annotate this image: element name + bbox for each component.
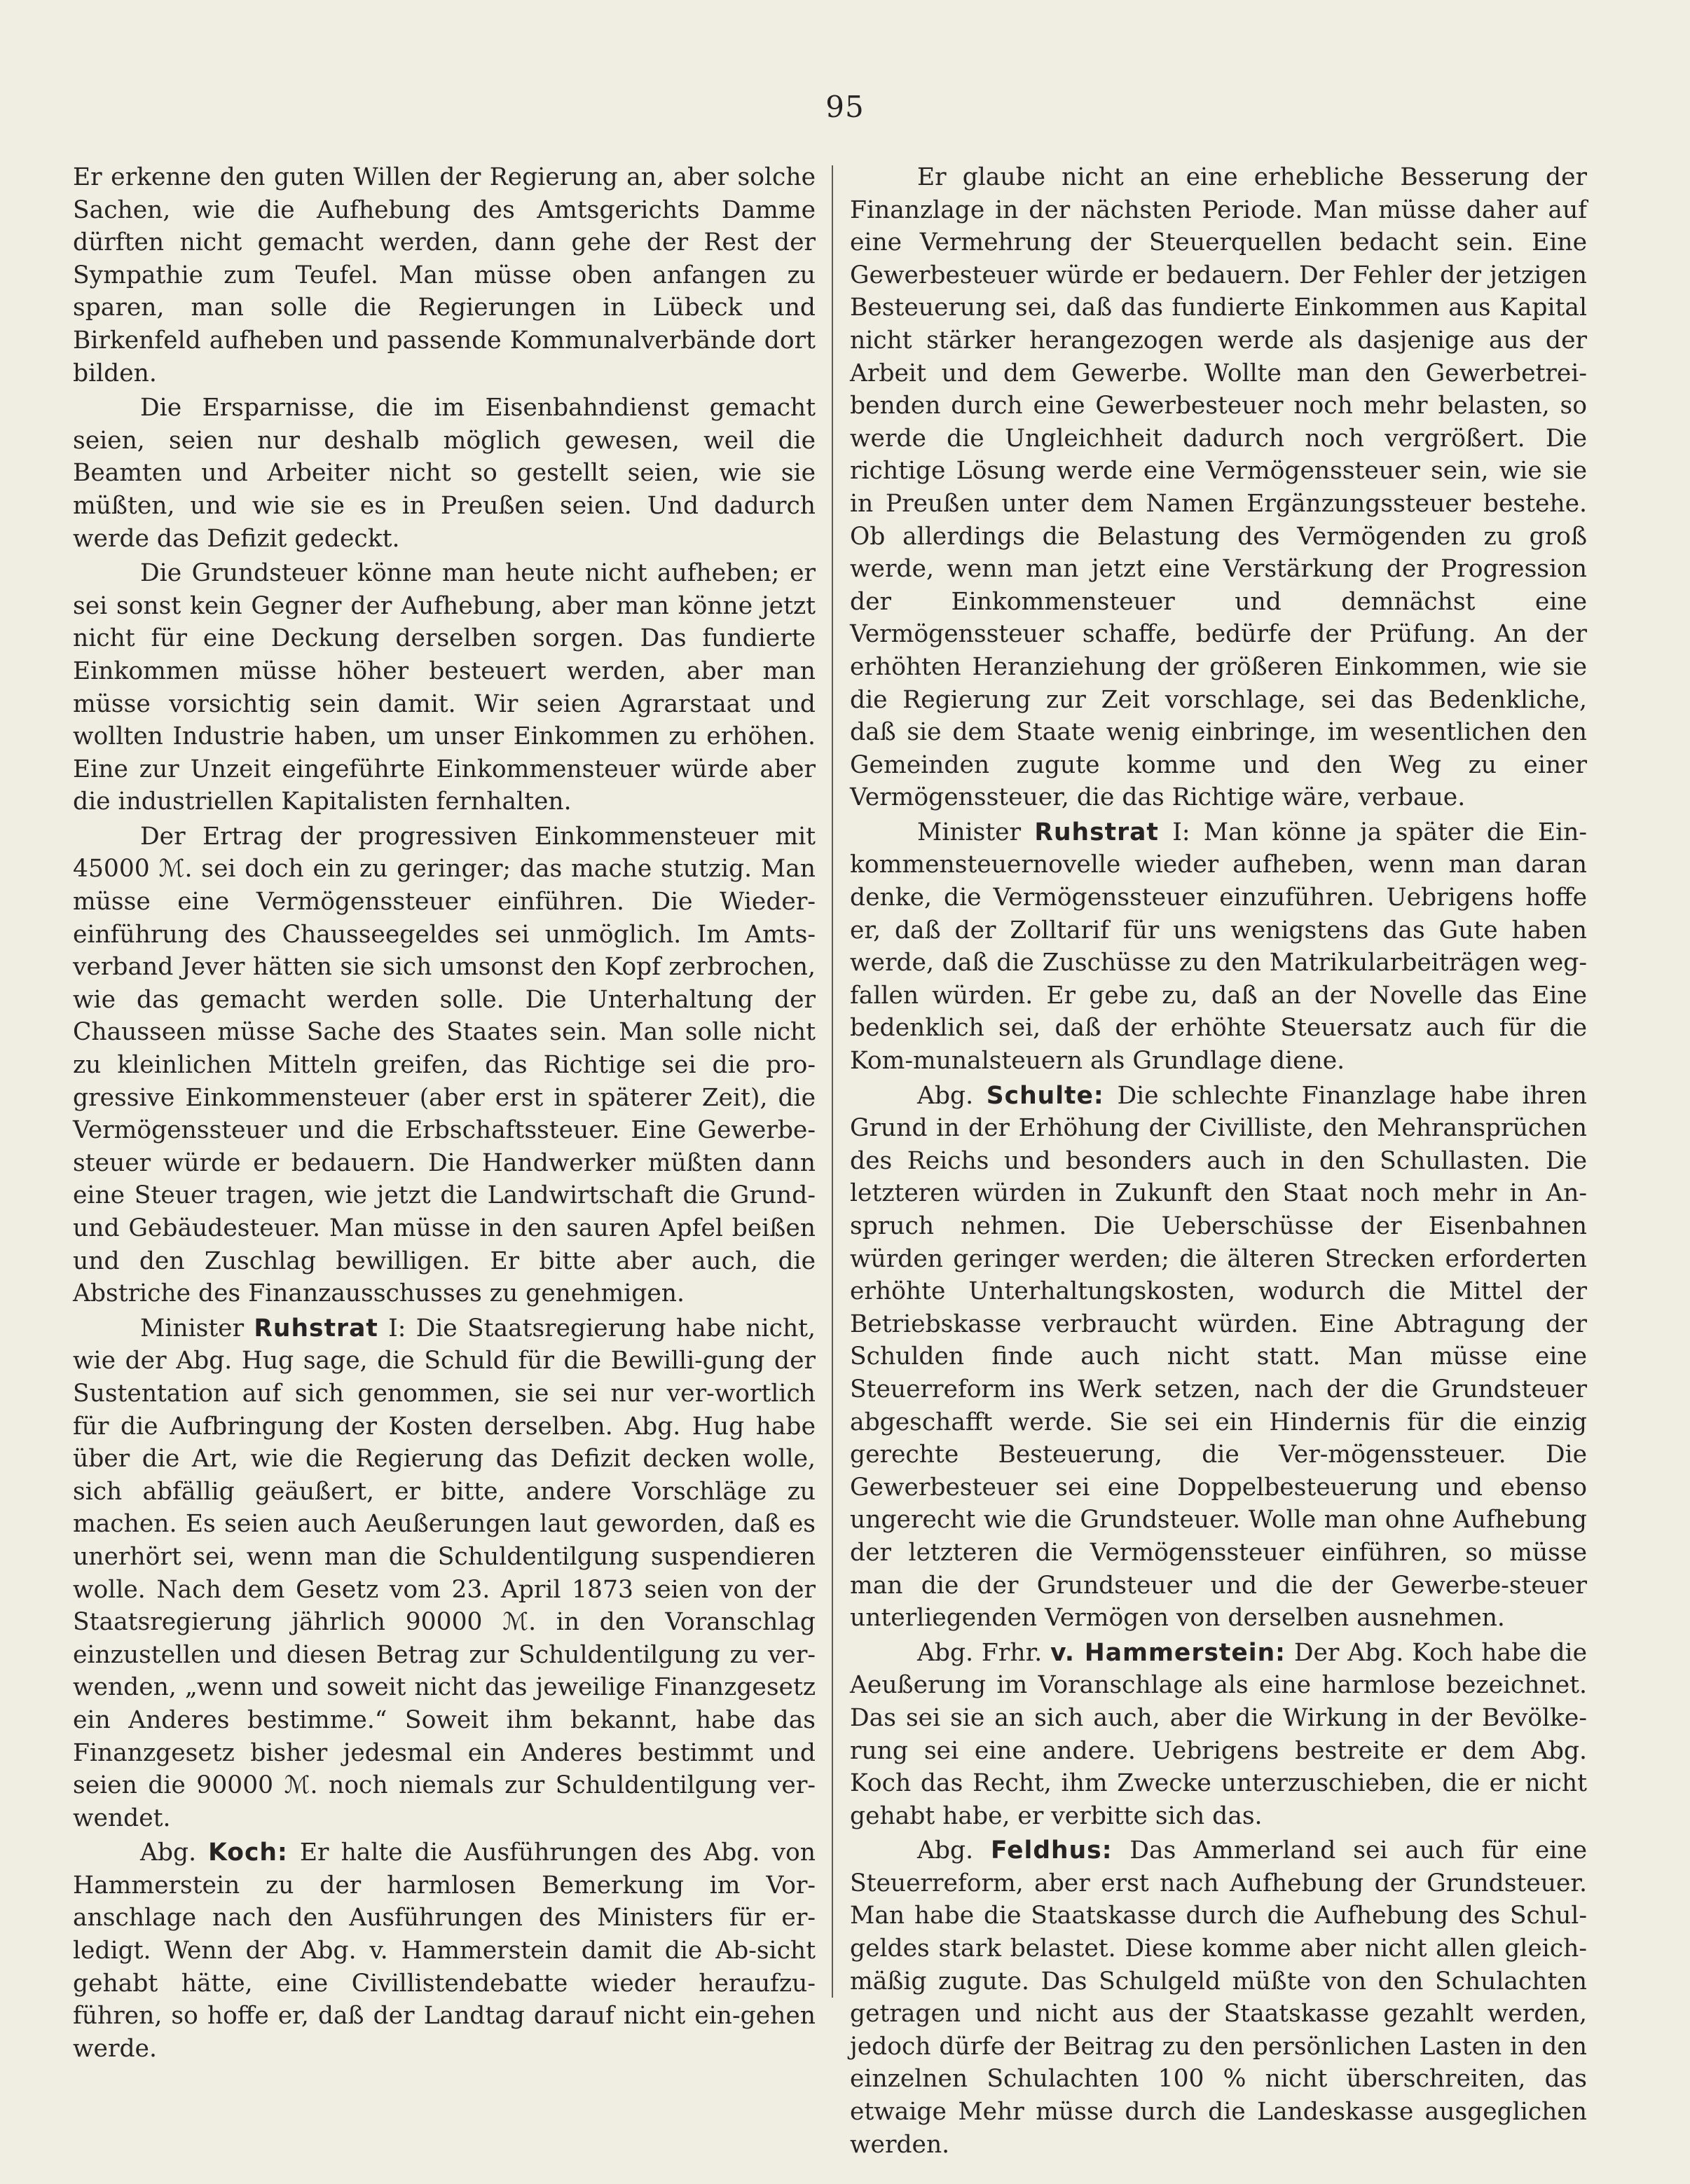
paragraph <box>850 1834 1587 2161</box>
paragraph: Der Ertrag der progressiven Einkommensteuer mit 45000 ℳ. sei doch ein zu geringer; das mache stutzig. Man müsse eine Vermögenssteuer einführen. Die Wieder-einführung des Chausseegeldes sei unmöglich. Im Amts-verband Jever hätten sie sich umsonst den Kopf zerbrochen, wie das gemacht werden solle. Die Unterhaltung der Chausseen müsse Sache des Staates sein. Man solle nicht zu kleinlichen Mitteln greifen, das Richtige sei die pro-gressive Einkommensteuer (aber erst in späterer Zeit), die Vermögenssteuer und die Erbschaftssteuer. Eine Gewerbe-steuer würde er bedauern. Die Handwerker müßten dann eine Steuer tragen, wie jetzt die Landwirtschaft die Grund- und Gebäudesteuer. Man müsse in den sauren Apfel beißen und den Zuschlag bewilligen. Er bitte aber auch, die Abstriche des Finanzausschusses zu genehmigen. <box>73 822 816 1308</box>
paragraph-text: Er halte die Ausführungen des Abg. von Hammerstein zu der harmlosen Bemerkung im Vor-anschlage nach den Ausführungen des Ministers für er-ledigt. Wenn der Abg. v. Hammerstein damit die Ab-sicht gehabt hätte, eine Civillistendebatte wieder heraufzu-führen, so hoffe er, daß der Landtag darauf nicht ein-gehen werde. <box>73 1839 816 2063</box>
speaker-name: Koch: <box>208 1839 288 1867</box>
paragraph <box>73 1836 816 2065</box>
paragraph-text: I: Man könne ja später die Ein-kommensteuernovelle wieder aufheben, wenn man daran denke, die Vermögenssteuer einzuführen. Uebrigens hoffe er, daß der Zolltarif für uns wenigstens das Gute haben werde, daß die Zuschüsse zu den Matrikularbeiträgen weg-fallen würden. Er gebe zu, daß an der Novelle das Eine bedenklich sei, daß der erhöhte Steuersatz auch für die Kom-munalsteuern als Grundlage diene. <box>850 818 1587 1076</box>
paragraph <box>850 816 1587 1078</box>
speaker-prefix: Abg. <box>140 1839 209 1867</box>
speaker-prefix: Abg. Frhr. <box>917 1638 1051 1667</box>
paragraph: Die Grundsteuer könne man heute nicht aufheben; er sei sonst kein Gegner der Aufhebung, aber man könne jetzt nicht für eine Deckung derselben sorgen. Das fundierte Einkommen müsse höher besteuert werden, aber man müsse vorsichtig sein damit. Wir seien Agrarstaat und wollten Industrie haben, um unser Einkommen zu erhöhen. Eine zur Unzeit eingeführte Einkommensteuer würde aber die industriellen Kapitalisten fernhalten. <box>73 559 816 816</box>
speaker-name: Ruhstrat <box>1034 818 1159 846</box>
speaker-name: Schulte: <box>986 1081 1104 1110</box>
speaker-prefix: Abg. <box>917 1081 987 1110</box>
speaker-prefix: Abg. <box>917 1836 991 1865</box>
paragraph-text: Die schlechte Finanzlage habe ihren Grund in der Erhöhung der Civilliste, den Mehransprüchen des Reichs und besonders auch in den Schullasten. Die letzteren würden in Zukunft den Staat noch mehr in An-spruch nehmen. Die Ueberschüsse der Eisenbahnen würden geringer werden; die älteren Strecken erforderten erhöhte Unterhaltungskosten, wodurch die Mittel der Betriebskasse verbraucht würden. Eine Abtragung der Schulden finde auch nicht statt. Man müsse eine Steuerreform ins Werk setzen, nach der die Grundsteuer abgeschafft werde. Sie sei ein Hindernis für die einzig gerechte Besteuerung, die Ver-mögenssteuer. Die Gewerbesteuer sei eine Doppelbesteuerung und ebenso ungerecht wie die Grundsteuer. Wolle man ohne Aufhebung der letzteren die Vermögenssteuer einführen, so müsse man die der Grundsteuer und die der Gewerbe-steuer unterliegenden Vermögen von derselben ausnehmen. <box>850 1081 1587 1633</box>
paragraph <box>850 1637 1587 1833</box>
paragraph-text: Der Abg. Koch habe die Aeußerung im Voranschlage als eine harmlose bezeichnet. Das sei sie an sich auch, aber die Wirkung in der Bevölke-rung sei eine andere. Uebrigens bestreite er dem Abg. Koch das Recht, ihm Zwecke unterzuschieben, die er nicht gehabt habe, er verbitte sich das. <box>850 1638 1587 1830</box>
paragraph-text: I: Die Staatsregierung habe nicht, wie der Abg. Hug sage, die Schuld für die Bewilli-gung der Sustentation auf sich genommen, sie sei nur ver-wortlich für die Aufbringung der Kosten derselben. Abg. Hug habe über die Art, wie die Regierung das Defizit decken wolle, sich abfällig geäußert, er bitte, andere Vorschläge zu machen. Es seien auch Aeußerungen laut geworden, daß es unerhört sei, wenn man die Schuldentilgung suspendieren wolle. Nach dem Gesetz vom 23. April 1873 seien von der Staatsregierung jährlich 90000 ℳ. in den Voranschlag einzustellen und diesen Betrag zur Schuldentilgung zu ver-wenden, „wenn und soweit nicht das jeweilige Finanzgesetz ein Anderes bestimme.“ Soweit ihm bekannt, habe das Finanzgesetz bisher jedesmal ein Anderes bestimmt und seien die 90000 ℳ. noch niemals zur Schuldentilgung ver-wendet. <box>73 1314 816 1832</box>
paragraph: Er erkenne den guten Willen der Regierung an, aber solche Sachen, wie die Aufhebung des Amtsgerichts Damme dürften nicht gemacht werden, dann gehe der Rest der Sympathie zum Teufel. Man müsse oben anfangen zu sparen, man solle die Regierungen in Lübeck und Birkenfeld aufheben und passende Kommunalverbände dort bilden. <box>73 163 816 387</box>
speaker-prefix: Minister <box>140 1314 254 1342</box>
column-divider <box>832 165 833 1998</box>
page-number: 95 <box>825 90 865 124</box>
speaker-prefix: Minister <box>917 818 1035 846</box>
speaker-name: v. Hammerstein: <box>1050 1638 1286 1667</box>
paragraph-text: Das Ammerland sei auch für eine Steuerreform, aber erst nach Aufhebung der Grundsteuer. Man habe die Staatskasse durch die Aufhebung des Schul-geldes stark belastet. Diese komme aber nicht allen gleich-mäßig zugute. Das Schulgeld müßte von den Schulachten getragen und nicht aus der Staatskasse gezahlt werden, jedoch dürfe der Beitrag zu den persönlichen Lasten in den einzelnen Schulachten 100 % nicht überschreiten, das etwaige Mehr müsse durch die Landeskasse ausgeglichen werden. <box>850 1836 1587 2159</box>
speaker-name: Ruhstrat <box>254 1314 378 1342</box>
right-column <box>850 161 1587 2163</box>
paragraph: Er glaube nicht an eine erhebliche Besserung der Finanzlage in der nächsten Periode. Man müsse daher auf eine Vermehrung der Steuerquellen bedacht sein. Eine Gewerbesteuer würde er bedauern. Der Fehler der jetzigen Besteuerung sei, daß das fundierte Einkommen aus Kapital nicht stärker herangezogen werde als dasjenige aus der Arbeit und dem Gewerbe. Wollte man den Gewerbetrei-benden durch eine Gewerbesteuer noch mehr belasten, so werde die Ungleichheit dadurch noch vergrößert. Die richtige Lösung werde eine Vermögenssteuer sein, wie sie in Preußen unter dem Namen Ergänzungssteuer bestehe. Ob allerdings die Belastung des Vermögenden zu groß werde, wenn man jetzt eine Verstärkung der Progression der Einkommensteuer und demnächst eine Vermögenssteuer schaffe, bedürfe der Prüfung. An der erhöhten Heranziehung der größeren Einkommen, wie sie die Regierung zur Zeit vorschlage, sei das Bedenkliche, daß sie dem Staate wenig einbringe, im wesentlichen den Gemeinden zugute komme und den Weg zu einer Vermögenssteuer, die das Richtige wäre, verbaue. <box>850 163 1587 812</box>
paragraph <box>850 1080 1587 1635</box>
paragraph: Die Ersparnisse, die im Eisenbahndienst gemacht seien, seien nur deshalb möglich gewesen, weil die Beamten und Arbeiter nicht so gestellt seien, wie sie müßten, und wie sie es in Preußen seien. Und dadurch werde das Defizit gedeckt. <box>73 394 816 553</box>
left-column <box>73 161 816 2067</box>
speaker-name: Feldhus: <box>990 1836 1113 1865</box>
paragraph <box>73 1312 816 1835</box>
